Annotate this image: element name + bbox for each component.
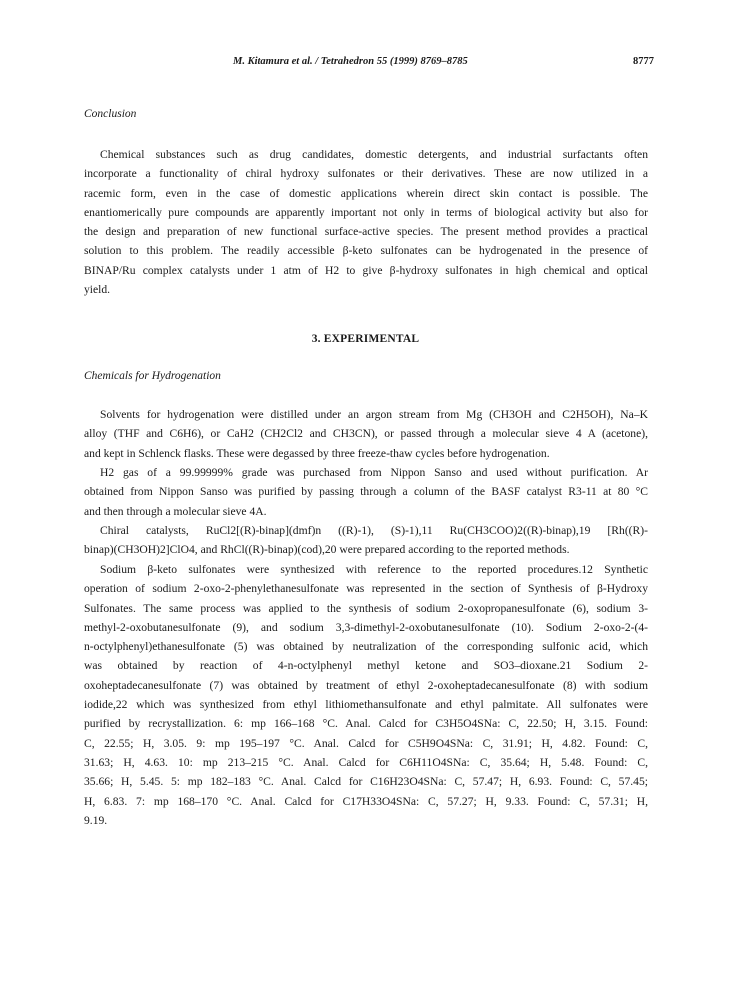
text-line: Sulfonates. The same process was applied to the synthesis of sodium 2-oxopropanesulfonate (6), sodium 3- <box>84 601 648 615</box>
paragraph-solvents <box>84 405 648 463</box>
text-line: n-octylphenyl)ethanesulfonate (5) was obtained by neutralization of the corresponding sulfonic acid, which <box>84 640 648 654</box>
text-line: solution to this problem. The readily accessible β-keto sulfonates can be hydrogenated in the presence of <box>84 244 648 258</box>
conclusion-heading: Conclusion <box>84 108 137 120</box>
text-line: BINAP/Ru complex catalysts under 1 atm of H2 to give β-hydroxy sulfonates in high chemical and optical <box>84 263 648 277</box>
text-line: Solvents for hydrogenation were distilled under an argon stream from Mg (CH3OH and C2H5OH), Na–K <box>100 408 648 421</box>
text-line: obtained from Nippon Sanso was purified by passing through a column of the BASF catalyst R3-11 at 80 °C <box>84 485 648 499</box>
paragraph-sulfonates <box>84 560 648 830</box>
page-number: 8777 <box>633 56 654 67</box>
subsection-heading: Chemicals for Hydrogenation <box>84 370 221 382</box>
text-line: operation of sodium 2-oxo-2-phenylethanesulfonate was represented in the section of Synthesis of β-Hydroxy <box>84 582 648 596</box>
text-line: and kept in Schlenck flasks. These were degassed by three freeze-thaw cycles before hydrogenation. <box>84 446 550 460</box>
text-line: the design and preparation of new functional surface-active species. The present method provides a practical <box>84 225 648 239</box>
text-line: H2 gas of a 99.99999% grade was purchased from Nippon Sanso and used without purification. Ar <box>100 466 648 479</box>
text-line: was obtained by reaction of 4-n-octylphenyl methyl ketone and SO3–dioxane.21 Sodium 2- <box>84 659 648 673</box>
text-line: alloy (THF and C6H6), or CaH2 (CH2Cl2 and CH3CN), or passed through a molecular sieve 4 A (acetone), <box>84 427 648 441</box>
running-title: M. Kitamura et al. / Tetrahedron 55 (1999) 8769–8785 <box>233 56 468 67</box>
text-line: Sodium β-keto sulfonates were synthesized with reference to the reported procedures.12 Synthetic <box>100 563 648 576</box>
text-line: 35.66; H, 5.45. 5: mp 182–183 °C. Anal. Calcd for C16H23O4SNa: C, 57.47; H, 6.93. Found: C, 57.45; <box>84 775 648 789</box>
text-line: enantiomerically pure compounds are apparently important not only in terms of biological activity but also for <box>84 205 648 219</box>
text-line: Chiral catalysts, RuCl2[(R)-binap](dmf)n ((R)-1), (S)-1),11 Ru(CH3COO)2((R)-binap),19 [Rh((R)- <box>100 524 648 537</box>
text-line: 9.19. <box>84 813 108 827</box>
running-head <box>0 56 731 70</box>
text-line: C, 22.55; H, 3.05. 9: mp 195–197 °C. Anal. Calcd for C5H9O4SNa: C, 31.91; H, 4.82. Found: C, <box>84 736 648 750</box>
section-heading-experimental: 3. EXPERIMENTAL <box>311 333 420 345</box>
text-line: yield. <box>84 283 111 297</box>
text-line: racemic form, even in the case of domestic applications wherein direct skin contact is possible. The <box>84 186 648 200</box>
text-line: purified by recrystallization. 6: mp 166–168 °C. Anal. Calcd for C3H5O4SNa: C, 22.50; H, 3.15. Found: <box>84 717 648 731</box>
text-line: H, 6.83. 7: mp 168–170 °C. Anal. Calcd for C17H33O4SNa: C, 57.27; H, 9.33. Found: C, 57.31; H, <box>84 794 648 808</box>
text-line: and then through a molecular sieve 4A. <box>84 504 267 518</box>
text-line: incorporate a functionality of chiral hydroxy sulfonates or their derivatives. These are now utilized in a <box>84 167 648 181</box>
text-line: 31.63; H, 4.63. 10: mp 213–215 °C. Anal. Calcd for C6H11O4SNa: C, 35.64; H, 5.48. Found: C, <box>84 755 648 769</box>
text-line: iodide,22 which was synthesized from ethyl lithiomethansulfonate and ethyl palmitate. All sulfonates were <box>84 698 648 712</box>
text-line: methyl-2-oxobutanesulfonate (9), and sodium 3,3-dimethyl-2-oxobutanesulfonate (10). Sodium 2-oxo-2-(4- <box>84 620 648 634</box>
text-line: binap)(CH3OH)2]ClO4, and RhCl((R)-binap)(cod),20 were prepared according to the reported methods. <box>84 543 570 557</box>
paragraph-catalysts <box>84 521 648 560</box>
text-line: Chemical substances such as drug candidates, domestic detergents, and industrial surfactants often <box>100 148 648 161</box>
text-line: oxoheptadecanesulfonate (7) was obtained by treatment of ethyl 2-oxoheptadecanesulfonate (8) with sodium <box>84 678 648 692</box>
paragraph-gases <box>84 463 648 521</box>
conclusion-paragraph <box>84 145 648 299</box>
